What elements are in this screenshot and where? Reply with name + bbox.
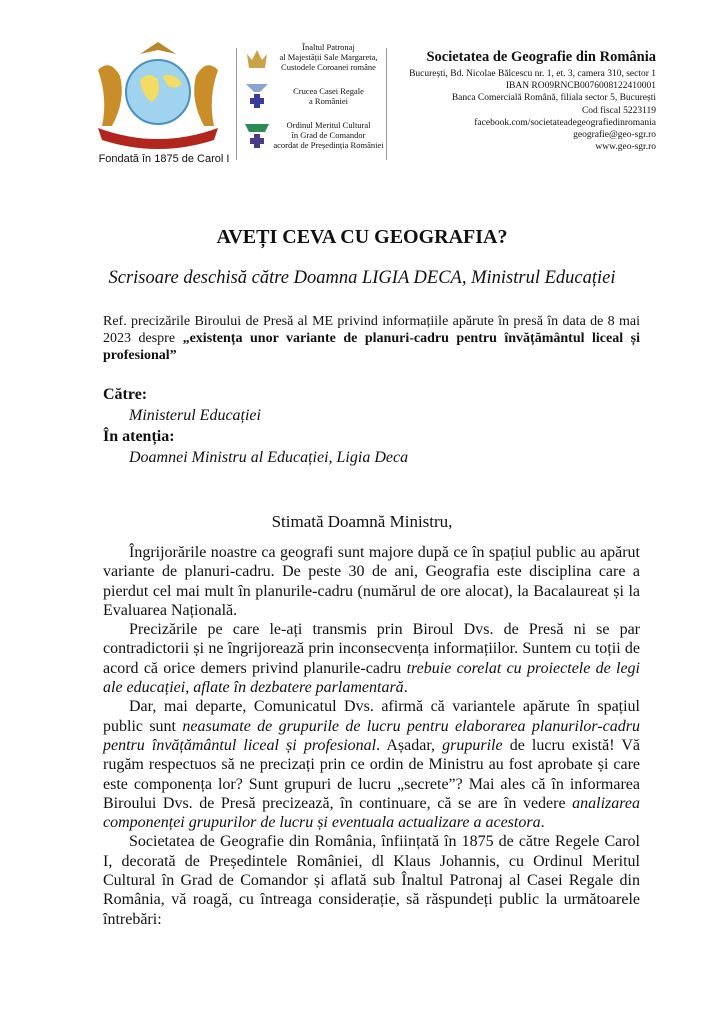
text-segment: Dar, mai departe, Comunicatul Dvs. afirmă că variantele apărute în spațiul public sunt — [103, 698, 640, 735]
text-segment: Precizările pe care le-ați transmis prin Biroul Dvs. de Presă ni se par contradictorii și ne îngrijorează prin inconsecvența informațiilor. Suntem cu toții de acord că orice demers privind planurile-cadru — [103, 621, 640, 677]
organization-contact — [409, 48, 656, 153]
divider — [236, 48, 237, 160]
paragraph — [103, 620, 640, 697]
website-link[interactable]: www.geo-sgr.ro — [595, 142, 656, 153]
iban: IBAN RO09RNCB0076008122410001 — [505, 81, 656, 92]
paragraph — [103, 832, 640, 928]
text-segment: . — [403, 679, 408, 697]
paragraph — [103, 543, 640, 620]
decoration-patronage: Înaltul Patronaj al Majestății Sale Margareta, Custodele Coroanei române — [240, 42, 385, 80]
text-segment: de lucru există! Vă rugăm respectuos să ne precizați prin ce ordin de Ministru au fost aprobate și care este componența lor? Sunt grupuri de lucru „secrete”? Mai ales că în informarea Biroului Dvs. de Presă precizează, în continuare, că se are în vedere — [103, 736, 640, 812]
italic-text: grupurile — [442, 736, 503, 754]
reference: Ref. precizările Biroului de Presă al ME privind informațiile apărute în presă în data de 8 mai 2023 despre „existența unor variante de planuri-cadru pentru învățământul liceal și profesional” — [103, 314, 640, 363]
text-segment: . — [540, 814, 545, 832]
to-label: Către: — [103, 386, 148, 403]
cross-icon — [244, 82, 270, 110]
greeting: Stimată Doamnă Ministru, — [271, 512, 453, 531]
to-value: Ministerul Educației — [129, 407, 261, 424]
order-medal-icon — [244, 122, 270, 150]
address: București, Bd. Nicolae Bălcescu nr. 1, et. 3, camera 310, sector 1 — [409, 69, 656, 79]
text-segment: Societatea de Geografie din România, înființată în 1875 de către Regele Carol I, decorată de Președintele României, dl Klaus Johannis, cu Ordinul Meritul Cultural în Grad de Comandor și aflată sub Înaltul Patronaj al Casei Regale din România, vă roagă, cu întreaga considerație, să răspundeți public la următoarele întrebări: — [103, 833, 640, 928]
founded-caption: Fondată în 1875 de Carol I — [98, 153, 230, 165]
email-link[interactable]: geografie@geo-sgr.ro — [573, 130, 656, 141]
recipient-block — [103, 384, 408, 468]
facebook-link[interactable]: facebook.com/societateadegeografiedinromania — [474, 117, 656, 128]
crown-icon — [244, 44, 270, 72]
italic-text: trebuie corelat cu proiectele de legi ale educației, aflate în dezbatere parlamentară — [103, 659, 640, 697]
attention-label: În atenția: — [103, 428, 175, 445]
paragraph — [103, 697, 640, 832]
attention-value: Doamnei Ministru al Educației, Ligia Deca — [129, 449, 409, 466]
society-logo-emblem — [88, 40, 228, 150]
italic-text: neasumate de grupurile de lucru pentru elaborarea planurilor-cadru pentru învățământul liceal și profesional — [103, 717, 640, 754]
italic-text: analizarea componenței grupurilor de lucru și eventuala actualizare a acestora — [103, 794, 640, 832]
fiscal-code: Cod fiscal 5223119 — [581, 105, 656, 116]
organization-name: Societatea de Geografie din România — [426, 49, 656, 65]
decorations-list — [240, 42, 385, 158]
divider — [386, 48, 387, 160]
text-segment: . Așadar, — [376, 736, 443, 754]
letter-body — [103, 543, 640, 929]
bank: Banca Comercială Română, filiala sector 5, București — [451, 93, 656, 104]
text-segment: Îngrijorările noastre ca geografi sunt majore după ce în spațiul public au apărut variante de planuri-cadru. De peste 30 de ani, Geografia este disciplina care a pierdut cel mai mult în planurile-cadru (numărul de ore alocat), la Bacalaureat și la Evaluarea Națională. — [103, 544, 640, 619]
letter-title: AVEȚI CEVA CU GEOGRAFIA? — [216, 226, 508, 248]
decoration-cross: Crucea Casei Regale a României — [240, 80, 385, 120]
decoration-order: Ordinul Meritul Cultural în Grad de Comandor acordat de Președinția României — [240, 120, 385, 158]
letter-subtitle: Scrisoare deschisă către Doamna LIGIA DECA, Ministrul Educației — [108, 268, 616, 288]
